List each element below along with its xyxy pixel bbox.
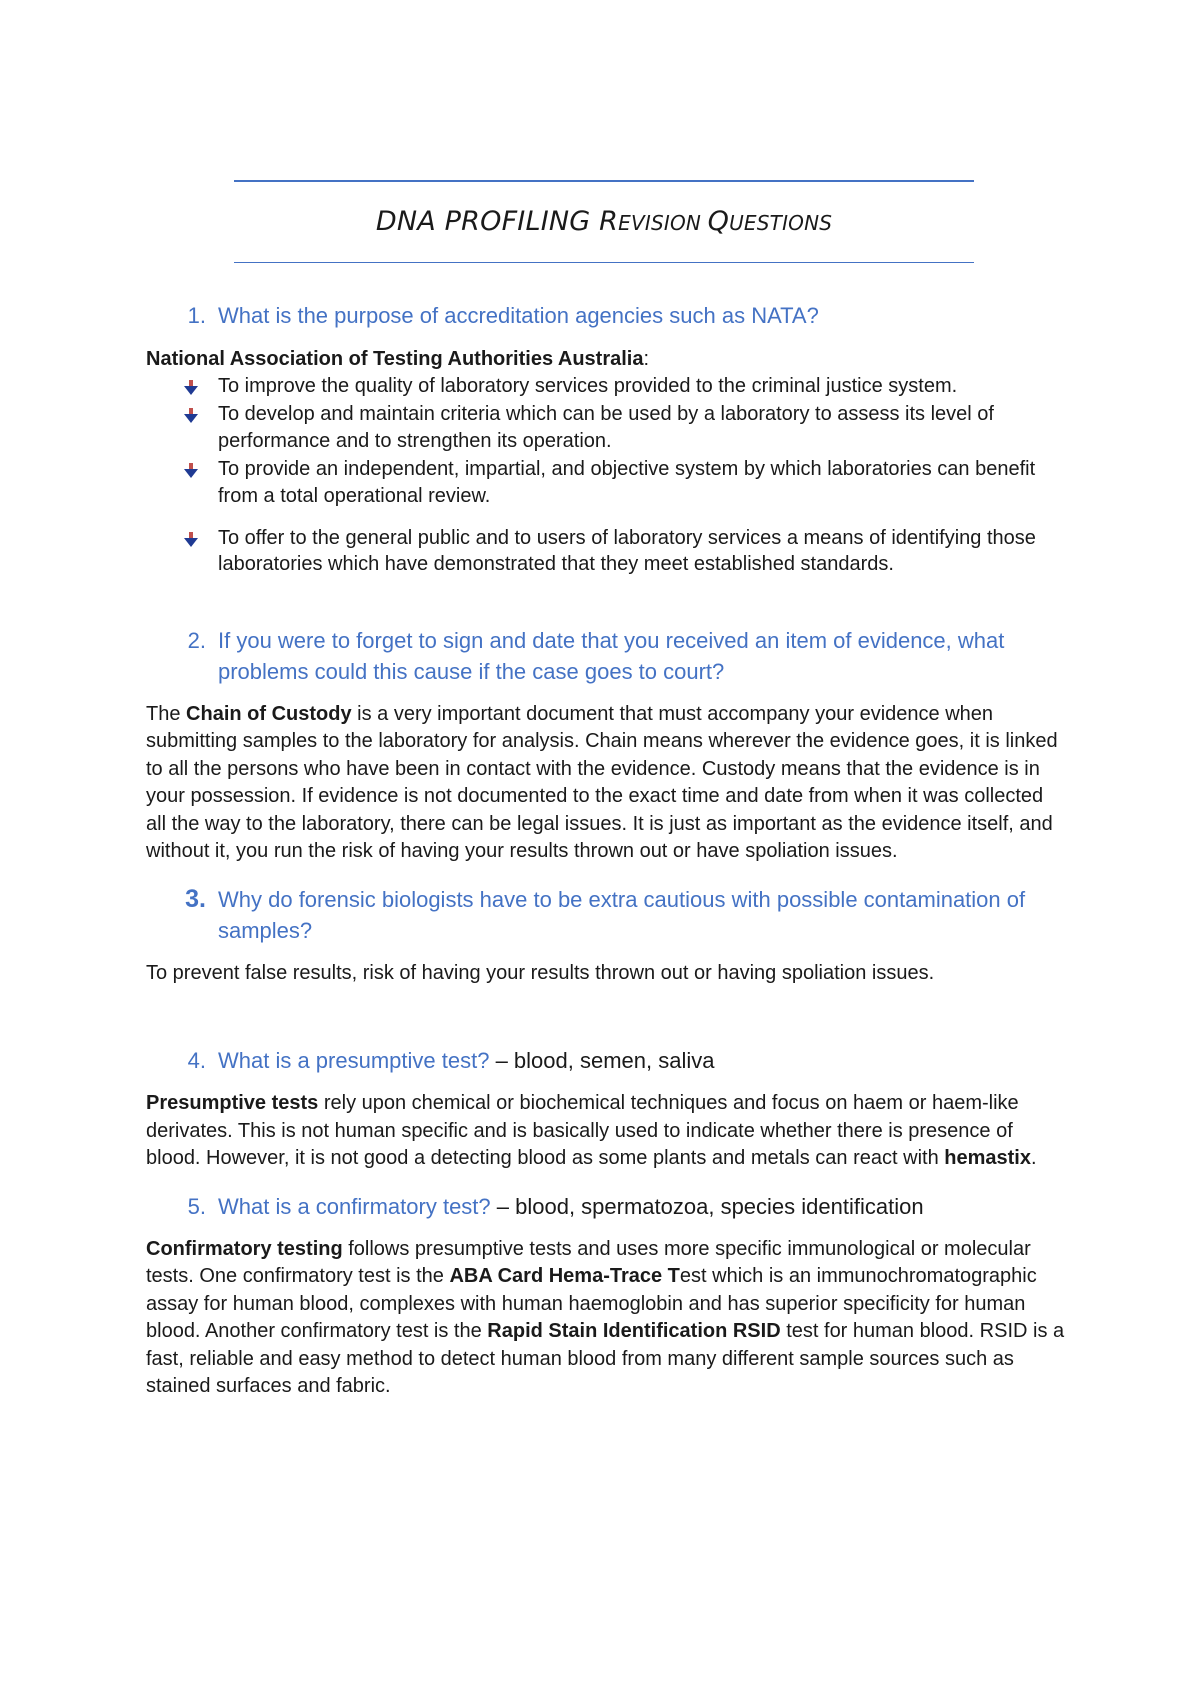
answer-2 [146, 701, 1066, 866]
question-text: What is the purpose of accreditation agencies such as NATA? [218, 303, 819, 328]
bold-term: Presumptive tests [146, 1092, 319, 1114]
question-number: 4. [187, 1048, 206, 1073]
text-run: follows presumptive tests and uses more specific immunological or molecular tests. One confirmatory test is the [146, 1237, 1031, 1287]
bullet-text: To offer to the general public and to users of laboratory services a means of identifying those laboratories which have demonstrated that they meet established standards. [218, 526, 1036, 575]
bold-term: hemastix [944, 1147, 1031, 1169]
question-tail: – blood, semen, saliva [489, 1048, 715, 1073]
bold-term: National Association of Testing Authorities Australia [146, 348, 644, 370]
question-number: 5. [187, 1193, 206, 1219]
question-text [218, 1191, 1066, 1222]
answer-3: To prevent false results, risk of having your results thrown out or having spoliation issues. [146, 961, 935, 984]
text-run: is a very important document that must accompany your evidence when submitting samples to the laboratory for analysis. Chain means wherever the evidence goes, it is linked to all the persons who have been in contact with the evidence. Custody means that the evidence is in your possession. If evidence is not documented to the exact time and date from when it was collected all the way to the laboratory, there can be legal issues. It is just as important as the evidence itself, and without it, you run the risk of having your results thrown out or have spoliation issues. [146, 702, 1058, 862]
arrow-bullet-icon [146, 401, 218, 456]
title-part: EVISION [618, 211, 708, 235]
text-run: The [146, 702, 187, 725]
text-run: est which is an immunochromatographic assay for human blood, complexes with human haemoglobin and has superior specificity for human blood. Another confirmatory test is the [146, 1265, 1037, 1342]
question-text: If you were to forget to sign and date that you received an item of evidence, what problems could this cause if the case goes to court? [218, 627, 1005, 684]
bullet-text: To develop and maintain criteria which can be used by a laboratory to assess its level of performance and to strengthen its operation. [218, 402, 994, 452]
question-text: Why do forensic biologists have to be extra cautious with possible contamination of samples? [218, 886, 1026, 943]
text-run: test for human blood. RSID is a fast, reliable and easy method to detect human blood from many different sample sources such as stained surfaces and fabric. [146, 1320, 1065, 1397]
title-part: R [599, 206, 619, 237]
question-text [218, 1045, 1066, 1076]
question-number: 2. [187, 627, 206, 653]
text-run: rely upon chemical or biochemical techniques and focus on haem or haem-like derivates. This is not human specific and is basically used to indicate whether there is presence of blood. However, it is not good a detecting blood as some plants and metals can react with [146, 1092, 1019, 1169]
list-item [146, 525, 1066, 577]
list-item [146, 373, 1066, 401]
bold-term: Chain of Custody [186, 702, 352, 725]
arrow-bullet-icon [146, 456, 218, 511]
text-run: : [643, 348, 650, 370]
question-text-run: What is a presumptive test? [218, 1048, 490, 1073]
title-part: UESTIONS [729, 211, 833, 235]
arrow-bullet-icon [146, 525, 218, 577]
question-number: 3. [185, 884, 206, 913]
text-run: . [1030, 1147, 1037, 1169]
bold-term: ABA Card Hema-Trace T [449, 1265, 680, 1287]
arrow-bullet-icon [146, 373, 218, 401]
list-item [146, 401, 1066, 456]
answer-4 [146, 1090, 1066, 1173]
title-part: DNA PROFILING [375, 206, 600, 237]
title-rule-top [234, 180, 974, 182]
bullet-text: To improve the quality of laboratory services provided to the criminal justice system. [218, 375, 958, 397]
question-1 [146, 300, 1066, 331]
question-4 [146, 1045, 1066, 1076]
answer-1-bullets [146, 373, 1066, 577]
question-3 [146, 884, 1066, 946]
question-text-run: What is a confirmatory test? [218, 1193, 491, 1219]
document-body [146, 300, 1066, 1401]
title-rule-bottom [234, 262, 974, 263]
bullet-text: To provide an independent, impartial, and objective system by which laboratories can benefit from a total operational review. [218, 457, 1036, 507]
answer-1-lead [146, 345, 1066, 373]
question-tail: – blood, spermatozoa, species identification [490, 1193, 924, 1219]
page-title [234, 206, 974, 237]
list-item [146, 456, 1066, 511]
title-part: Q [707, 206, 730, 237]
question-number: 1. [187, 303, 206, 328]
bold-term: Rapid Stain Identification RSID [487, 1320, 781, 1342]
question-2 [146, 625, 1066, 687]
answer-5 [146, 1236, 1066, 1401]
question-5 [146, 1191, 1066, 1222]
bold-term: Confirmatory testing [146, 1237, 343, 1260]
